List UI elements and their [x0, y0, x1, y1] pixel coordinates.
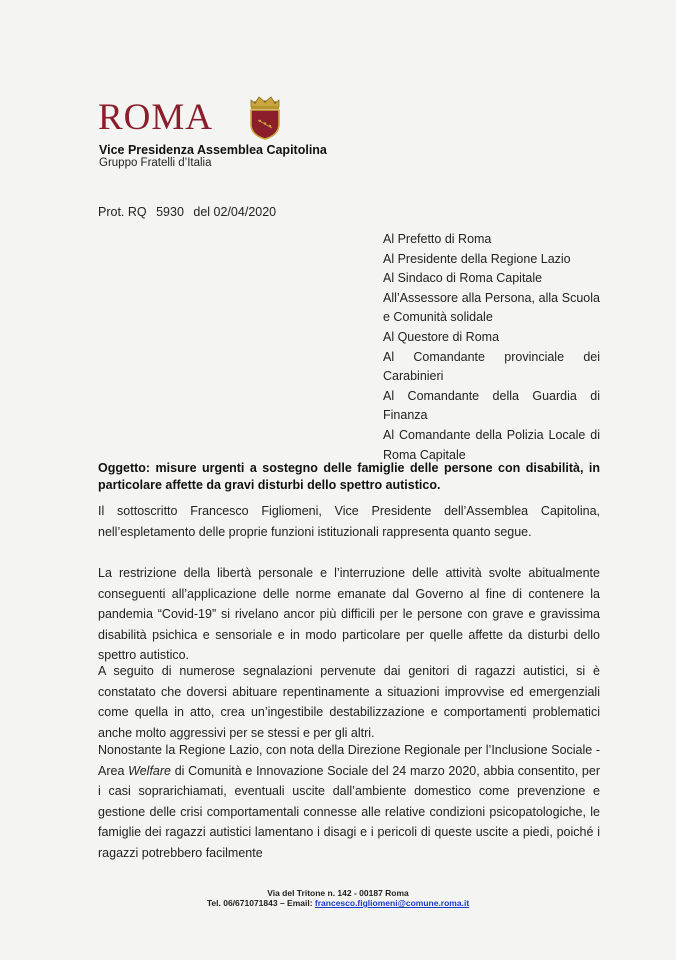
subject-line: Oggetto: misure urgenti a sostegno delle famiglie delle persone con disabilità, in particolare affette da gravi disturbi dello spettro autistico. — [98, 461, 600, 492]
recipient-item: Al Questore di Roma — [383, 329, 500, 344]
p4-text-before: Nonostante la Regione Lazio, con nota della Direzione Regionale per l’Inclusione Sociale - Area — [98, 743, 600, 778]
body-paragraph-3: A seguito di numerose segnalazioni pervenute dai genitori di ragazzi autistici, si è constatato che doversi abituare repentinamente a situazioni improvvise ed emergenziali come quella in atto, crea un’ingestibile destabilizzazione e comportamenti problematici anche molto aggressivi per se stessi e per gli altri. — [98, 664, 600, 740]
body-paragraph-2: La restrizione della libertà personale e l’interruzione delle attività svolte abitualmente conseguenti all’applicazione delle norme emanate dal Governo al fine di contenere la pandemia “Covid-19” si rivelano ancor più difficili per le persone con grave e gravissima disabilità psichica e sensoriale e in modo particolare per quelle affette da disturbi dello spettro autistico. — [98, 566, 600, 662]
footer-email-link[interactable]: francesco.figliomeni@comune.roma.it — [314, 898, 470, 908]
footer-address: Via del Tritone n. 142 - 00187 Roma — [267, 888, 409, 898]
protocol-line — [98, 205, 282, 219]
body-paragraph-4 — [98, 740, 600, 863]
recipient-item: Al Presidente della Regione Lazio — [383, 251, 571, 266]
recipient-item: Al Comandante della Guardia di Finanza — [383, 388, 600, 423]
roma-crest-icon — [246, 94, 284, 140]
org-title: Vice Presidenza Assemblea Capitolina — [99, 143, 327, 157]
recipient-list — [383, 230, 600, 465]
protocol-number: 5930 — [156, 205, 184, 219]
footer-contact — [0, 898, 676, 908]
protocol-label: Prot. RQ — [98, 205, 147, 219]
recipient-item: Al Comandante provinciale dei Carabinieri — [383, 349, 600, 384]
recipient-item: Al Prefetto di Roma — [383, 232, 492, 246]
recipient-item: Al Sindaco di Roma Capitale — [383, 271, 543, 286]
p4-italic-welfare: Welfare — [128, 763, 171, 778]
recipient-item: Al Comandante della Polizia Locale di Roma Capitale — [383, 427, 600, 462]
footer-contact-prefix: Tel. 06/671071843 – Email: — [206, 898, 315, 908]
recipient-item: All’Assessore alla Persona, alla Scuola e Comunità solidale — [383, 290, 600, 325]
p4-text-after: di Comunità e Innovazione Sociale del 24 marzo 2020, abbia consentito, per i casi soprarichiamati, eventuali uscite dall’ambiente domestico come prevenzione e gestione delle crisi comportamentali connesse alle relative condizioni psicopatologiche, le famiglie dei ragazzi autistici lamentano i disagi e i pericoli di queste uscite a piedi, poiché i ragazzi potrebbero facilmente — [98, 763, 600, 860]
body-paragraph-1: Il sottoscritto Francesco Figliomeni, Vice Presidente dell’Assemblea Capitolina, nell’espletamento delle proprie funzioni istituzionali rappresenta quanto segue. — [98, 504, 600, 539]
roma-logo-wordmark: ROMA — [98, 97, 214, 138]
org-subtitle: Gruppo Fratelli d’Italia — [99, 157, 212, 169]
protocol-date: del 02/04/2020 — [193, 205, 277, 219]
